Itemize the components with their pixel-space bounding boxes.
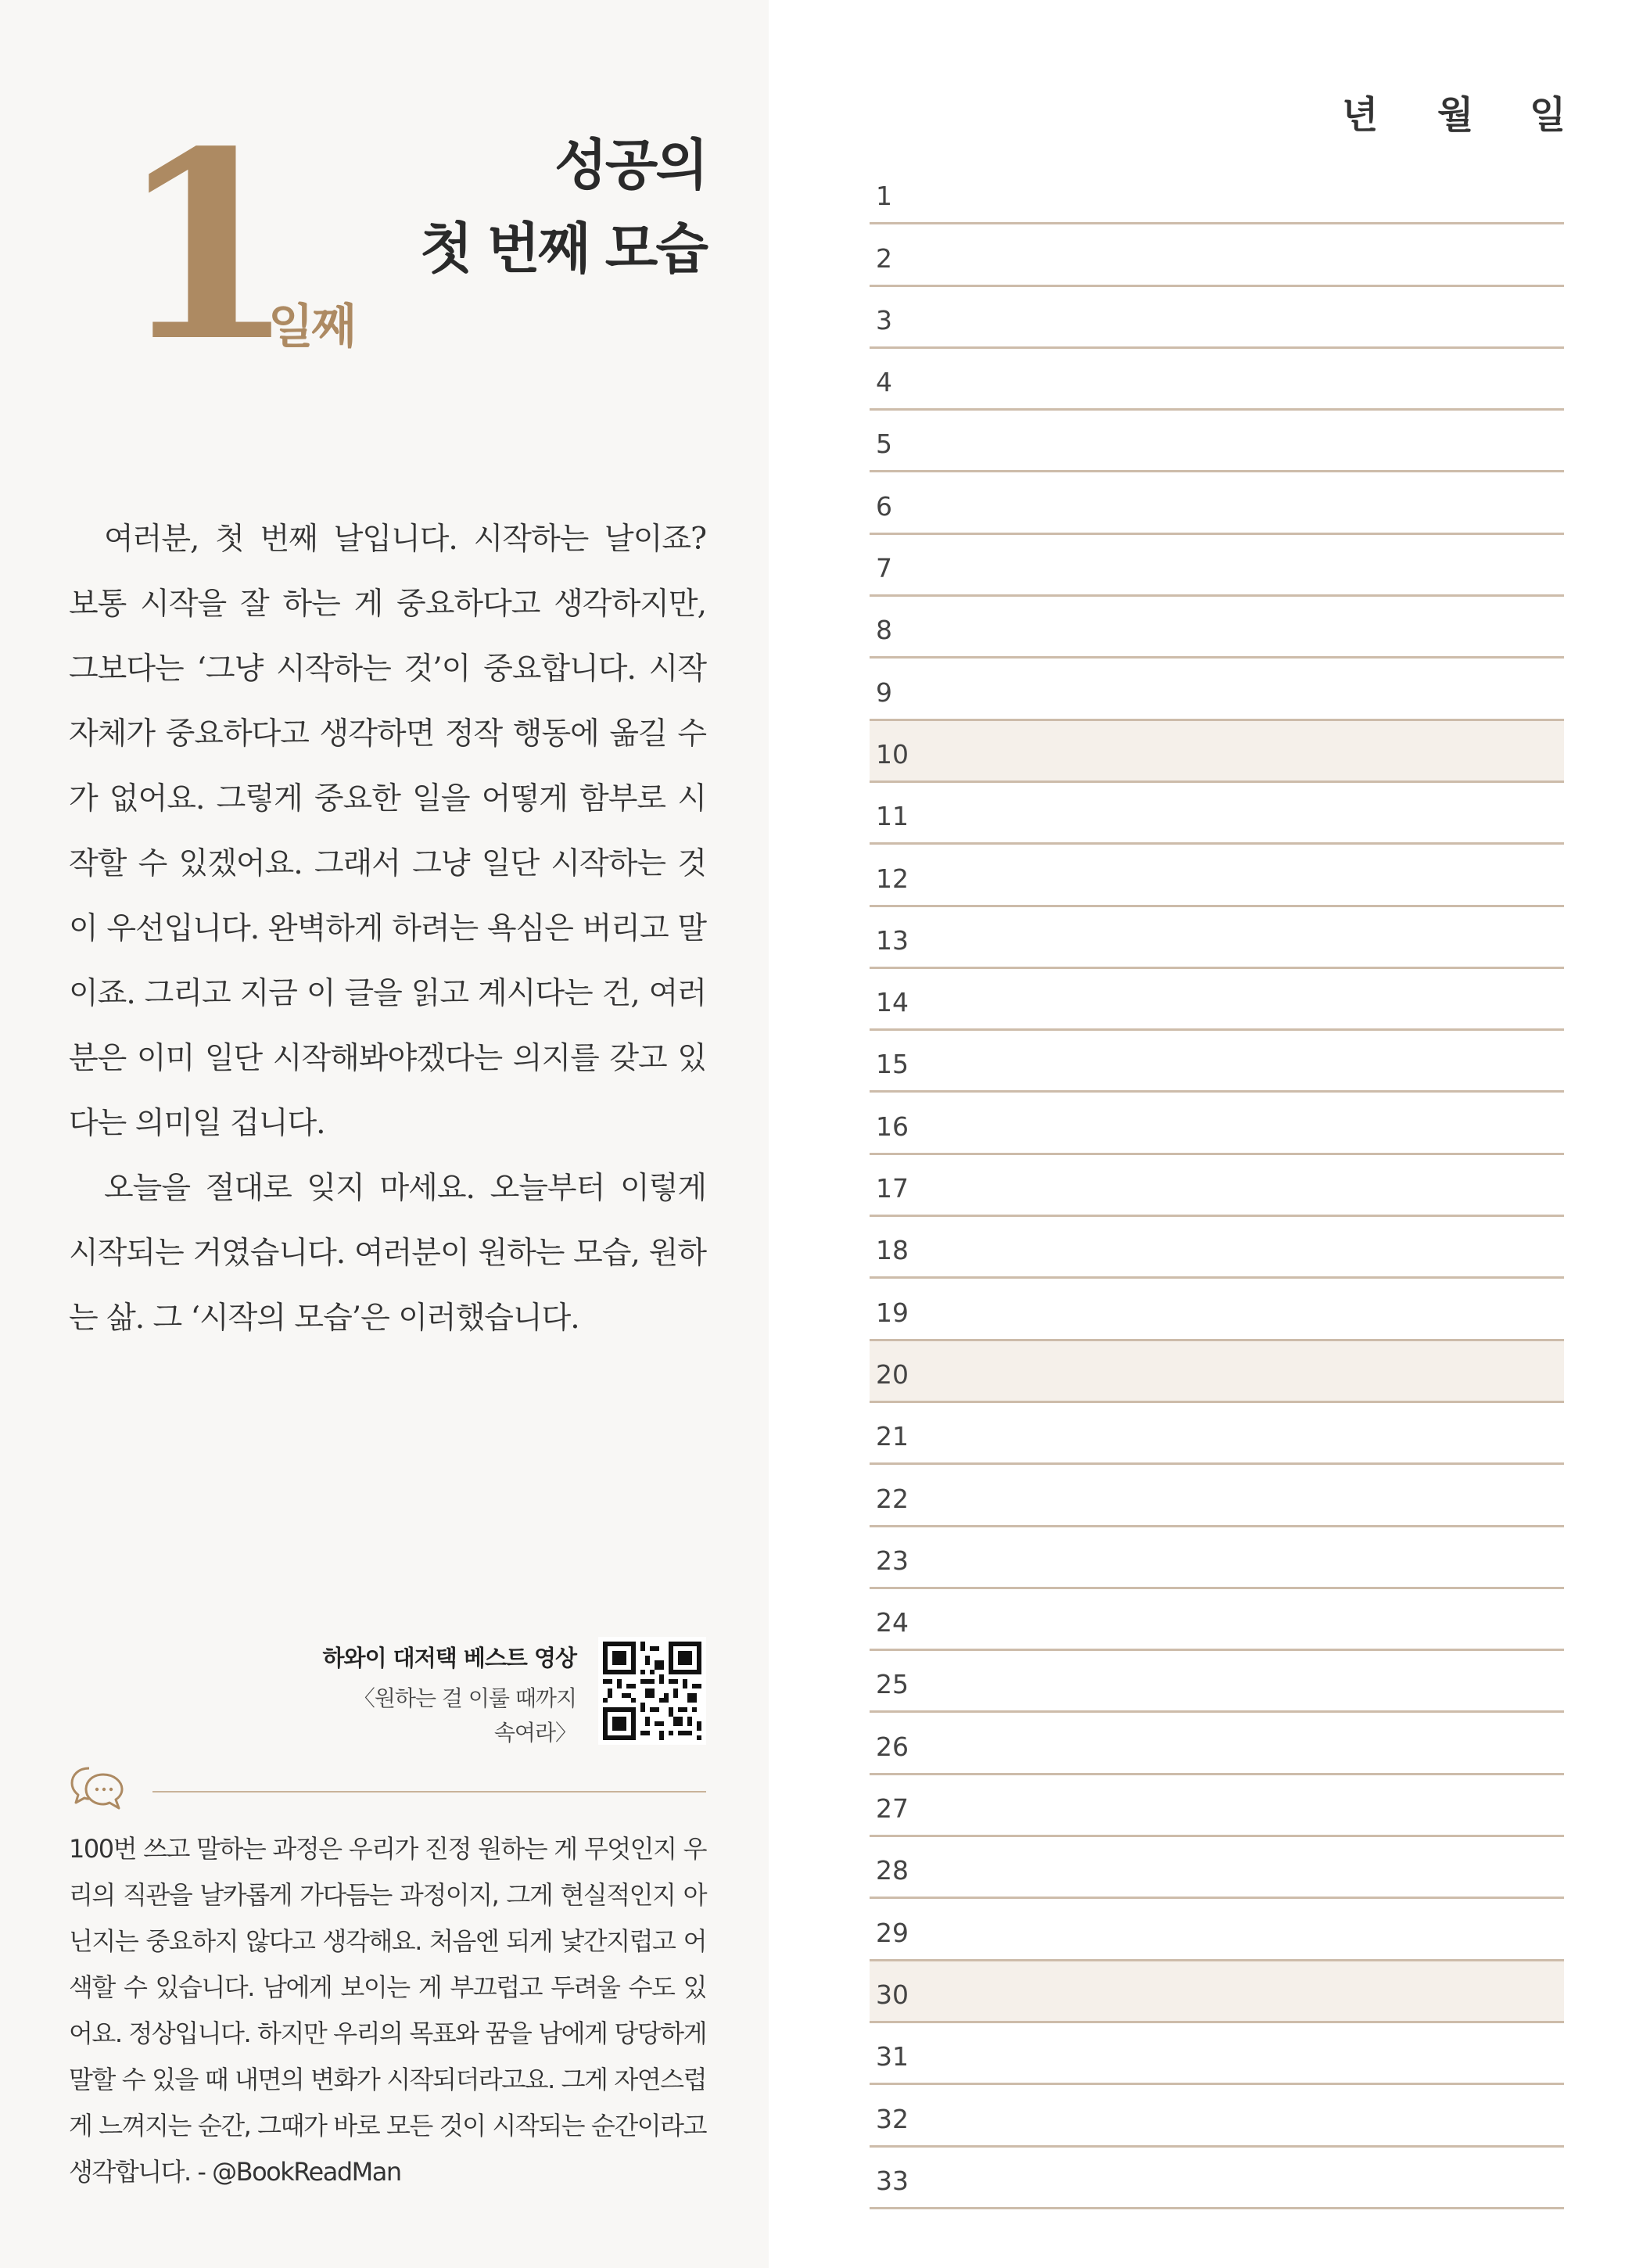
- writing-line[interactable]: [870, 2148, 1564, 2209]
- writing-line[interactable]: [870, 1465, 1564, 1527]
- writing-line[interactable]: [870, 163, 1564, 224]
- line-number: 32: [876, 2103, 909, 2134]
- video-subtitle-2: 속여라〉: [493, 1720, 576, 1746]
- day-suffix: 일째: [268, 300, 354, 354]
- writing-line[interactable]: [870, 349, 1564, 411]
- line-number: 1: [876, 181, 892, 212]
- writing-line[interactable]: [870, 1775, 1564, 1837]
- writing-line[interactable]: [870, 1341, 1564, 1403]
- line-number: 29: [876, 1917, 909, 1948]
- writing-line[interactable]: [870, 411, 1564, 472]
- writing-line[interactable]: [870, 287, 1564, 349]
- line-number: 14: [876, 987, 909, 1018]
- line-number: 20: [876, 1358, 909, 1390]
- video-subtitle-1: 〈원하는 걸 이룰 때까지: [353, 1685, 576, 1711]
- writing-line[interactable]: [870, 1651, 1564, 1713]
- writing-line[interactable]: [870, 721, 1564, 783]
- line-number: 8: [876, 615, 892, 646]
- line-number: 19: [876, 1297, 909, 1328]
- line-number: 28: [876, 1855, 909, 1886]
- writing-line[interactable]: [870, 1031, 1564, 1093]
- date-year-label: 년: [1342, 93, 1379, 137]
- writing-line[interactable]: [870, 969, 1564, 1031]
- writing-lines: [870, 163, 1564, 2209]
- writing-line[interactable]: [870, 2085, 1564, 2147]
- writing-line[interactable]: [870, 597, 1564, 659]
- line-number: 16: [876, 1111, 909, 1142]
- qr-code-image: [603, 1642, 701, 1740]
- line-number: 7: [876, 553, 892, 584]
- writing-line[interactable]: [870, 1961, 1564, 2023]
- line-number: 24: [876, 1607, 909, 1638]
- line-number: 13: [876, 924, 909, 956]
- line-number: 25: [876, 1669, 909, 1700]
- page-title-line2: 첫 번째 모습: [420, 217, 706, 281]
- writing-line[interactable]: [870, 1093, 1564, 1154]
- speech-bubbles-icon: [69, 1764, 128, 1815]
- writing-line[interactable]: [870, 1899, 1564, 1961]
- body-paragraph-2: 오늘을 절대로 잊지 마세요. 오늘부터 이렇게 시작되는 거였습니다. 여러분이 원하는 모습, 원하는 삶. 그 ‘시작의 모습’은 이러했습니다.: [69, 1171, 706, 1336]
- body-paragraph-1: 여러분, 첫 번째 날입니다. 시작하는 날이죠? 보통 시작을 잘 하는 게 중요하다고 생각하지만, 그보다는 ‘그냥 시작하는 것’이 중요합니다. 시작 자체가 중요하다고 생각하면 정작 행동에 옮길 수가 없어요. 그렇게 중요한 일을 어떻게 함부로 시작할 수 있겠어요. 그래서 그냥 일단 시작하는 것이 우선입니다. 완벽하게 하려는 욕심은 버리고 말이죠. 그리고 지금 이 글을 읽고 계시다는 건, 여러분은 이미 일단 시작해봐야겠다는 의지를 갖고 있다는 의미일 겁니다.: [69, 522, 706, 1141]
- line-number: 15: [876, 1049, 909, 1080]
- writing-line[interactable]: [870, 2023, 1564, 2085]
- writing-line[interactable]: [870, 1217, 1564, 1279]
- writing-line[interactable]: [870, 1837, 1564, 1899]
- quote-divider: [152, 1791, 706, 1793]
- line-number: 21: [876, 1421, 909, 1452]
- body-text: [69, 507, 706, 1351]
- writing-line[interactable]: [870, 1527, 1564, 1589]
- line-number: 5: [876, 429, 892, 460]
- writing-line[interactable]: [870, 472, 1564, 534]
- line-number: 12: [876, 863, 909, 894]
- date-day-label: 일: [1530, 93, 1566, 137]
- qr-code[interactable]: [598, 1637, 706, 1745]
- writing-line[interactable]: [870, 1155, 1564, 1217]
- video-title: 하와이 대저택 베스트 영상: [322, 1645, 576, 1671]
- line-number: 18: [876, 1235, 909, 1266]
- line-number: 2: [876, 242, 892, 274]
- writing-line[interactable]: [870, 659, 1564, 720]
- writing-line[interactable]: [870, 1589, 1564, 1651]
- writing-line[interactable]: [870, 1713, 1564, 1775]
- line-number: 9: [876, 676, 892, 708]
- date-month-label: 월: [1437, 93, 1474, 137]
- writing-line[interactable]: [870, 845, 1564, 906]
- line-number: 30: [876, 1979, 909, 2010]
- line-number: 3: [876, 304, 892, 336]
- line-number: 17: [876, 1173, 909, 1204]
- writing-line[interactable]: [870, 907, 1564, 969]
- line-number: 31: [876, 2041, 909, 2072]
- page-title-line1: 성공의: [554, 133, 706, 197]
- line-number: 22: [876, 1483, 909, 1514]
- writing-line[interactable]: [870, 224, 1564, 286]
- day-number: 1: [117, 95, 289, 398]
- writing-line[interactable]: [870, 783, 1564, 845]
- line-number: 27: [876, 1793, 909, 1825]
- line-number: 33: [876, 2165, 909, 2196]
- line-number: 10: [876, 738, 909, 770]
- line-number: 11: [876, 801, 909, 832]
- line-number: 26: [876, 1731, 909, 1762]
- writing-line[interactable]: [870, 535, 1564, 597]
- writing-line[interactable]: [870, 1279, 1564, 1340]
- quote-text: 100번 쓰고 말하는 과정은 우리가 진정 원하는 게 무엇인지 우리의 직관을 날카롭게 가다듬는 과정이지, 그게 현실적인지 아닌지는 중요하지 않다고 생각해요. 처음엔 되게 낯간지럽고 어색할 수 있습니다. 남에게 보이는 게 부끄럽고 두려울 수도 있어요. 정상입니다. 하지만 우리의 목표와 꿈을 남에게 당당하게 말할 수 있을 때 내면의 변화가 시작되더라고요. 그게 자연스럽게 느껴지는 순간, 그때가 바로 모든 것이 시작되는 순간이라고 생각합니다. - @BookReadMan: [69, 1834, 706, 2187]
- line-number: 4: [876, 367, 892, 398]
- line-number: 23: [876, 1545, 909, 1576]
- writing-line[interactable]: [870, 1403, 1564, 1465]
- line-number: 6: [876, 490, 892, 522]
